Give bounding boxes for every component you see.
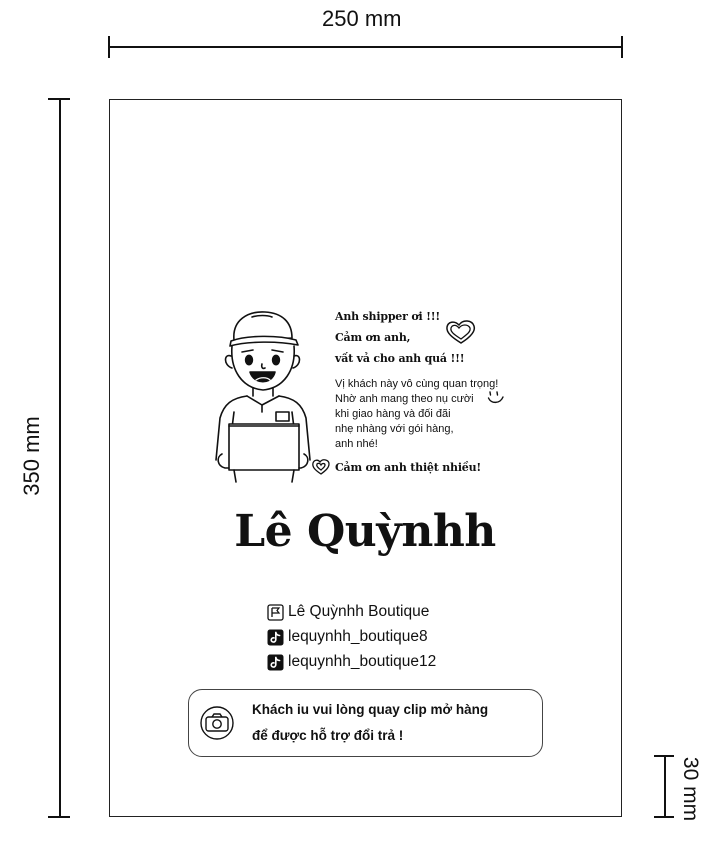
bottom-dimension-tick-bottom <box>654 816 674 818</box>
social-label-facebook: Lê Quỳnhh Boutique <box>288 603 430 620</box>
message-body-line-4: nhẹ nhàng với gói hàng, <box>335 423 454 435</box>
message-body-line-3: khi giao hàng và đối đãi <box>335 408 451 420</box>
bottom-dimension-line <box>664 756 666 817</box>
social-facebook <box>267 602 429 622</box>
message-closing: Cảm ơn anh thiệt nhiều! <box>335 461 482 474</box>
message-body-line-5: anh nhé! <box>335 438 378 450</box>
message-thanks: Cảm ơn anh, <box>335 331 411 344</box>
shipper-illustration <box>212 308 322 484</box>
height-dimension-label: 350 mm <box>19 416 44 496</box>
social-tiktok-2 <box>267 652 436 672</box>
social-tiktok-1 <box>267 627 428 647</box>
social-label-tiktok-1: lequynhh_boutique8 <box>288 628 428 645</box>
width-dimension-label: 250 mm <box>322 6 402 31</box>
height-dimension-line <box>59 99 61 818</box>
height-dimension-tick-bottom <box>48 816 70 818</box>
notice-line-1: Khách iu vui lòng quay clip mở hàng <box>252 702 489 717</box>
camera-icon <box>199 706 235 740</box>
facebook-page-icon <box>267 604 284 621</box>
message-greeting: Anh shipper ơi !!! <box>335 310 440 323</box>
width-dimension-tick-right <box>621 36 623 58</box>
tiktok-icon <box>267 629 284 646</box>
social-label-tiktok-2: lequynhh_boutique12 <box>288 653 437 670</box>
height-dimension-tick-top <box>48 98 70 100</box>
tiktok-icon <box>267 654 284 671</box>
smiley-icon <box>487 390 505 406</box>
bottom-dimension-tick-top <box>654 755 674 757</box>
notice-box <box>188 689 543 757</box>
message-body-line-1: Vị khách này vô cùng quan trọng! <box>335 378 499 390</box>
message-hardwork: vất vả cho anh quá !!! <box>335 352 465 365</box>
width-dimension-line <box>109 46 623 48</box>
message-body-line-2: Nhờ anh mang theo nụ cười <box>335 393 474 405</box>
width-dimension-tick-left <box>108 36 110 58</box>
heart-icon <box>444 319 478 345</box>
notice-line-2: để được hỗ trợ đổi trả ! <box>252 728 404 743</box>
small-heart-icon <box>311 458 331 476</box>
brand-name: Lê Quỳnhh <box>234 506 496 557</box>
bottom-dimension-label: 30 mm <box>679 756 702 822</box>
